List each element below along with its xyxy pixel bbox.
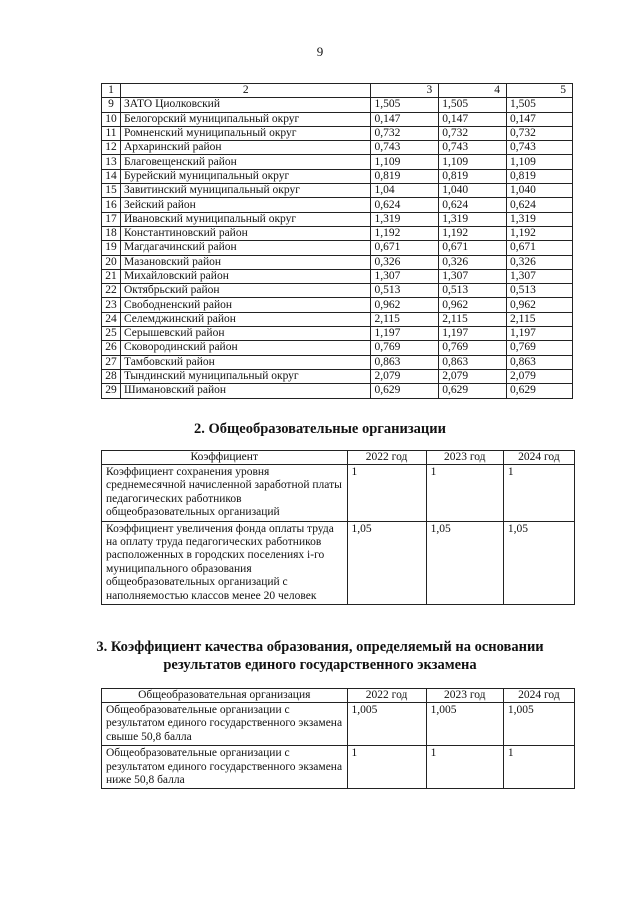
section-3-title-line-2: результатов единого государственного экзамена	[163, 657, 477, 673]
table-header-row	[102, 451, 575, 465]
row-number: 16	[102, 198, 121, 212]
value-col-5: 1,505	[507, 98, 573, 112]
column-header-organization: Общеобразовательная организация	[102, 689, 348, 703]
table-row	[102, 212, 573, 226]
value-2024: 1,005	[503, 703, 574, 746]
table-row	[102, 327, 573, 341]
value-col-5: 1,197	[507, 327, 573, 341]
table-row	[102, 155, 573, 169]
value-col-4: 0,624	[439, 198, 507, 212]
municipality-name: Серышевский район	[120, 327, 370, 341]
municipality-name: Завитинский муниципальный округ	[120, 184, 370, 198]
value-col-3: 0,326	[371, 255, 439, 269]
value-col-5: 0,732	[507, 126, 573, 140]
table-header-row	[102, 689, 575, 703]
municipality-name: Архаринский район	[120, 141, 370, 155]
row-label: Коэффициент сохранения уровня среднемесячной начисленной заработной платы педагогических работников общеобразовательных организаций	[102, 465, 348, 522]
value-col-3: 0,671	[371, 241, 439, 255]
value-2024: 1	[503, 746, 574, 789]
value-col-5: 2,115	[507, 312, 573, 326]
municipality-name: Ромненский муниципальный округ	[120, 126, 370, 140]
table-row	[102, 746, 575, 789]
value-col-5: 0,671	[507, 241, 573, 255]
value-col-4: 1,109	[439, 155, 507, 169]
municipality-name: Магдагачинский район	[120, 241, 370, 255]
value-col-4: 0,962	[439, 298, 507, 312]
value-col-4: 1,197	[439, 327, 507, 341]
table-row	[102, 169, 573, 183]
value-col-4: 1,040	[439, 184, 507, 198]
table-row	[102, 703, 575, 746]
value-col-4: 0,147	[439, 112, 507, 126]
table-row	[102, 98, 573, 112]
table-row	[102, 198, 573, 212]
row-number: 22	[102, 284, 121, 298]
table-row	[102, 298, 573, 312]
row-number: 25	[102, 327, 121, 341]
value-col-5: 0,962	[507, 298, 573, 312]
value-2024: 1	[503, 465, 574, 522]
value-col-4: 1,307	[439, 269, 507, 283]
value-col-3: 0,819	[371, 169, 439, 183]
value-2022: 1	[347, 746, 426, 789]
table-row	[102, 241, 573, 255]
value-col-4: 0,732	[439, 126, 507, 140]
value-col-5: 1,040	[507, 184, 573, 198]
value-col-4: 0,513	[439, 284, 507, 298]
value-col-3: 2,079	[371, 369, 439, 383]
column-header-5: 5	[507, 84, 573, 98]
table-row	[102, 184, 573, 198]
column-header-2: 2	[120, 84, 370, 98]
column-header-4: 4	[439, 84, 507, 98]
exam-quality-coefficients-table	[101, 688, 575, 789]
value-col-4: 0,863	[439, 355, 507, 369]
value-col-3: 0,513	[371, 284, 439, 298]
municipality-name: Михайловский район	[120, 269, 370, 283]
value-col-4: 0,326	[439, 255, 507, 269]
table-row	[102, 521, 575, 604]
value-col-3: 1,04	[371, 184, 439, 198]
municipal-coefficients-table	[101, 83, 573, 399]
column-header-2023: 2023 год	[426, 451, 503, 465]
row-number: 18	[102, 226, 121, 240]
municipality-name: Зейский район	[120, 198, 370, 212]
value-2022: 1,005	[347, 703, 426, 746]
row-number: 28	[102, 369, 121, 383]
row-number: 10	[102, 112, 121, 126]
value-col-5: 2,079	[507, 369, 573, 383]
table-row	[102, 112, 573, 126]
value-col-4: 1,319	[439, 212, 507, 226]
value-2023: 1,05	[426, 521, 503, 604]
value-col-3: 0,629	[371, 384, 439, 398]
value-col-3: 0,769	[371, 341, 439, 355]
row-number: 14	[102, 169, 121, 183]
table-row	[102, 341, 573, 355]
value-col-3: 0,962	[371, 298, 439, 312]
table-row	[102, 384, 573, 398]
column-header-2022: 2022 год	[347, 689, 426, 703]
value-col-4: 2,115	[439, 312, 507, 326]
value-col-3: 2,115	[371, 312, 439, 326]
value-col-3: 1,197	[371, 327, 439, 341]
value-col-5: 0,326	[507, 255, 573, 269]
municipality-name: Тамбовский район	[120, 355, 370, 369]
value-2023: 1	[426, 465, 503, 522]
row-number: 29	[102, 384, 121, 398]
municipality-name: Бурейский муниципальный округ	[120, 169, 370, 183]
value-col-5: 0,819	[507, 169, 573, 183]
row-number: 24	[102, 312, 121, 326]
row-number: 15	[102, 184, 121, 198]
value-col-4: 0,743	[439, 141, 507, 155]
municipality-name: Белогорский муниципальный округ	[120, 112, 370, 126]
section-2-title: 2. Общеобразовательные организации	[194, 421, 446, 437]
value-col-3: 0,732	[371, 126, 439, 140]
section-3-title-line-1: 3. Коэффициент качества образования, определяемый на основании	[96, 639, 544, 655]
value-col-4: 1,505	[439, 98, 507, 112]
value-col-4: 0,819	[439, 169, 507, 183]
value-col-3: 0,147	[371, 112, 439, 126]
value-col-4: 0,629	[439, 384, 507, 398]
value-col-4: 1,192	[439, 226, 507, 240]
value-col-3: 1,192	[371, 226, 439, 240]
row-number: 23	[102, 298, 121, 312]
table-row	[102, 284, 573, 298]
value-col-5: 1,319	[507, 212, 573, 226]
municipality-name: Октябрьский район	[120, 284, 370, 298]
value-2022: 1	[347, 465, 426, 522]
table-row	[102, 126, 573, 140]
value-col-5: 1,109	[507, 155, 573, 169]
municipality-name: Свободненский район	[120, 298, 370, 312]
column-header-1: 1	[102, 84, 121, 98]
table-row	[102, 226, 573, 240]
value-col-5: 1,307	[507, 269, 573, 283]
municipality-name: Благовещенский район	[120, 155, 370, 169]
column-header-3: 3	[371, 84, 439, 98]
row-number: 21	[102, 269, 121, 283]
row-number: 9	[102, 98, 121, 112]
municipality-name: Шимановский район	[120, 384, 370, 398]
table-header-row	[102, 84, 573, 98]
table-row	[102, 141, 573, 155]
value-col-5: 0,863	[507, 355, 573, 369]
value-col-5: 0,624	[507, 198, 573, 212]
value-col-5: 0,513	[507, 284, 573, 298]
value-2022: 1,05	[347, 521, 426, 604]
value-col-4: 0,671	[439, 241, 507, 255]
table-row	[102, 312, 573, 326]
value-col-3: 1,319	[371, 212, 439, 226]
column-header-2022: 2022 год	[347, 451, 426, 465]
value-2023: 1	[426, 746, 503, 789]
value-col-3: 0,863	[371, 355, 439, 369]
column-header-2024: 2024 год	[503, 689, 574, 703]
value-col-3: 0,743	[371, 141, 439, 155]
value-col-4: 0,769	[439, 341, 507, 355]
municipality-name: Мазановский район	[120, 255, 370, 269]
row-number: 27	[102, 355, 121, 369]
row-number: 17	[102, 212, 121, 226]
section-3-title	[0, 638, 640, 674]
value-col-5: 0,147	[507, 112, 573, 126]
row-number: 13	[102, 155, 121, 169]
row-number: 26	[102, 341, 121, 355]
table-row	[102, 269, 573, 283]
value-col-3: 0,624	[371, 198, 439, 212]
municipality-name: Тындинский муниципальный округ	[120, 369, 370, 383]
municipality-name: Константиновский район	[120, 226, 370, 240]
value-2024: 1,05	[503, 521, 574, 604]
page-number: 9	[316, 44, 324, 59]
municipality-name: Селемджинский район	[120, 312, 370, 326]
row-label: Общеобразовательные организации с результатом единого государственного экзамена ниже 50,8 балла	[102, 746, 348, 789]
row-number: 19	[102, 241, 121, 255]
row-number: 11	[102, 126, 121, 140]
column-header-2024: 2024 год	[503, 451, 574, 465]
column-header-coefficient: Коэффициент	[102, 451, 348, 465]
value-col-5: 0,743	[507, 141, 573, 155]
value-col-5: 0,629	[507, 384, 573, 398]
value-col-5: 0,769	[507, 341, 573, 355]
table-row	[102, 465, 575, 522]
table-row	[102, 255, 573, 269]
column-header-2023: 2023 год	[426, 689, 503, 703]
row-label: Общеобразовательные организации с результатом единого государственного экзамена свыше 50,8 балла	[102, 703, 348, 746]
municipality-name: Сковородинский район	[120, 341, 370, 355]
value-col-5: 1,192	[507, 226, 573, 240]
value-col-3: 1,505	[371, 98, 439, 112]
value-2023: 1,005	[426, 703, 503, 746]
general-education-coefficients-table	[101, 450, 575, 605]
municipality-name: Ивановский муниципальный округ	[120, 212, 370, 226]
row-label: Коэффициент увеличения фонда оплаты труда на оплату труда педагогических работников расположенных в городских поселениях i-го муниципального образования общеобразовательных организаций с наполняемостью классов менее 20 человек	[102, 521, 348, 604]
value-col-3: 1,307	[371, 269, 439, 283]
table-row	[102, 355, 573, 369]
row-number: 12	[102, 141, 121, 155]
table-row	[102, 369, 573, 383]
value-col-4: 2,079	[439, 369, 507, 383]
row-number: 20	[102, 255, 121, 269]
municipality-name: ЗАТО Циолковский	[120, 98, 370, 112]
value-col-3: 1,109	[371, 155, 439, 169]
